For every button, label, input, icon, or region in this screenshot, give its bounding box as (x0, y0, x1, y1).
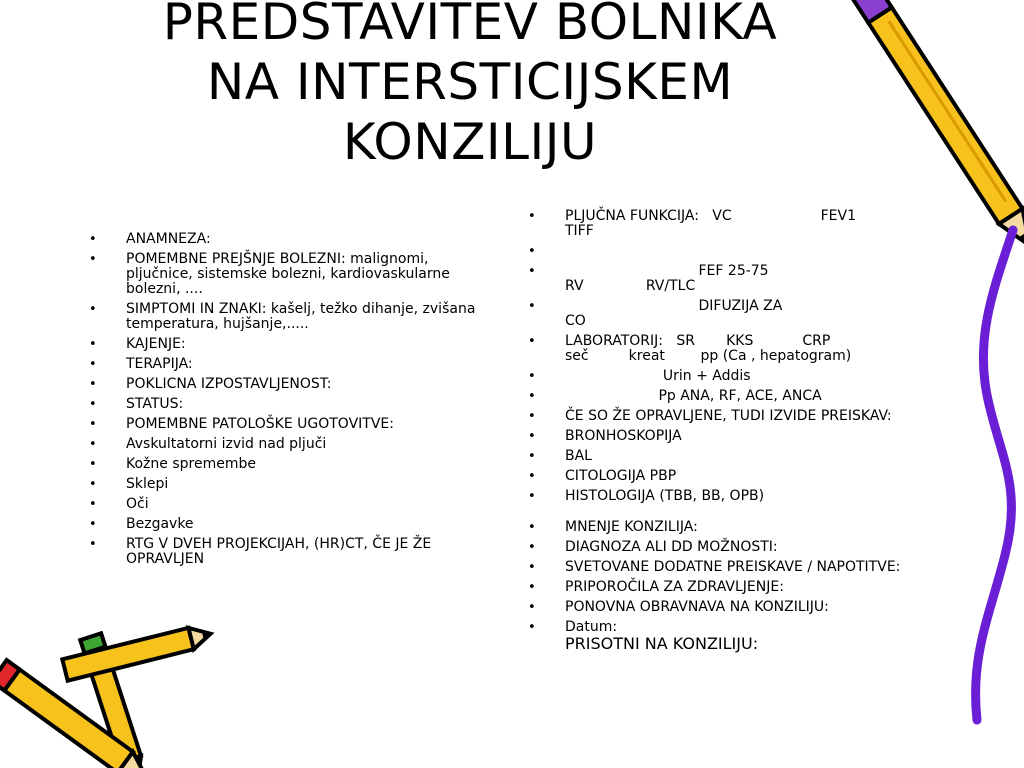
list-item: • STATUS: (89, 397, 489, 412)
list-item: • Oči (89, 497, 489, 512)
list-item: • PRIPOROČILA ZA ZDRAVLJENJE: (528, 580, 928, 595)
title-line: KONZILIJU (342, 113, 598, 171)
title-line: PREDSTAVITEV BOLNIKA (162, 0, 778, 51)
list-item: • MNENJE KONZILIJA: (528, 520, 928, 535)
list-item: • LABORATORIJ: SR KKS CRP seč kreat pp (Ca , hepatogram) (528, 334, 928, 364)
list-item: • Sklepi (89, 477, 489, 492)
list-item: • PONOVNA OBRAVNAVA NA KONZILIJU: (528, 600, 928, 615)
list-item: • Pp ANA, RF, ACE, ANCA (528, 389, 928, 404)
list-item: • ANAMNEZA: (89, 232, 489, 247)
list-item: • BRONHOSKOPIJA (528, 429, 928, 444)
pencil-icon (865, 0, 1005, 250)
squiggle-line-icon (965, 225, 1024, 725)
list-item: • DIFUZIJA ZA CO (528, 299, 928, 329)
list-item: • PLJUČNA FUNKCIJA: VC FEV1 TIFF (528, 209, 928, 239)
list-item: • SVETOVANE DODATNE PREISKAVE / NAPOTITVE: (528, 560, 928, 575)
list-item: • Urin + Addis (528, 369, 928, 384)
left-bullet-list (89, 232, 489, 572)
slide-title (60, 0, 880, 172)
right-bullet-list (528, 209, 928, 658)
list-item: • BAL (528, 449, 928, 464)
list-item: • POKLICNA IZPOSTAVLJENOST: (89, 377, 489, 392)
prisotni-label: PRISOTNI NA KONZILIJU: (565, 634, 759, 653)
list-item: • SIMPTOMI IN ZNAKI: kašelj, težko dihanje, zvišana temperatura, hujšanje,..... (89, 302, 489, 332)
list-item: • POMEMBNE PREJŠNJE BOLEZNI: malignomi, pljučnice, sistemske bolezni, kardiovaskularne bolezni, .... (89, 252, 489, 297)
datum-label: • Datum: (565, 619, 618, 635)
list-item: • TERAPIJA: (89, 357, 489, 372)
list-item: • Bezgavke (89, 517, 489, 532)
list-item: • KAJENJE: (89, 337, 489, 352)
title-line: NA INTERSTICIJSKEM (206, 53, 734, 111)
list-item-last (528, 620, 928, 653)
crossed-pencils-icon (0, 620, 210, 768)
list-item: • Kožne spremembe (89, 457, 489, 472)
list-item: • FEF 25-75 RV RV/TLC (528, 264, 928, 294)
list-item: • HISTOLOGIJA (TBB, BB, OPB) (528, 489, 928, 504)
list-item: • Avskultatorni izvid nad pljuči (89, 437, 489, 452)
list-item: • RTG V DVEH PROJEKCIJAH, (HR)CT, ČE JE ŽE OPRAVLJEN (89, 537, 489, 567)
list-item: • CITOLOGIJA PBP (528, 469, 928, 484)
list-item: • ČE SO ŽE OPRAVLJENE, TUDI IZVIDE PREISKAV: (528, 409, 928, 424)
list-item: • DIAGNOZA ALI DD MOŽNOSTI: (528, 540, 928, 555)
list-item: • POMEMBNE PATOLOŠKE UGOTOVITVE: (89, 417, 489, 432)
